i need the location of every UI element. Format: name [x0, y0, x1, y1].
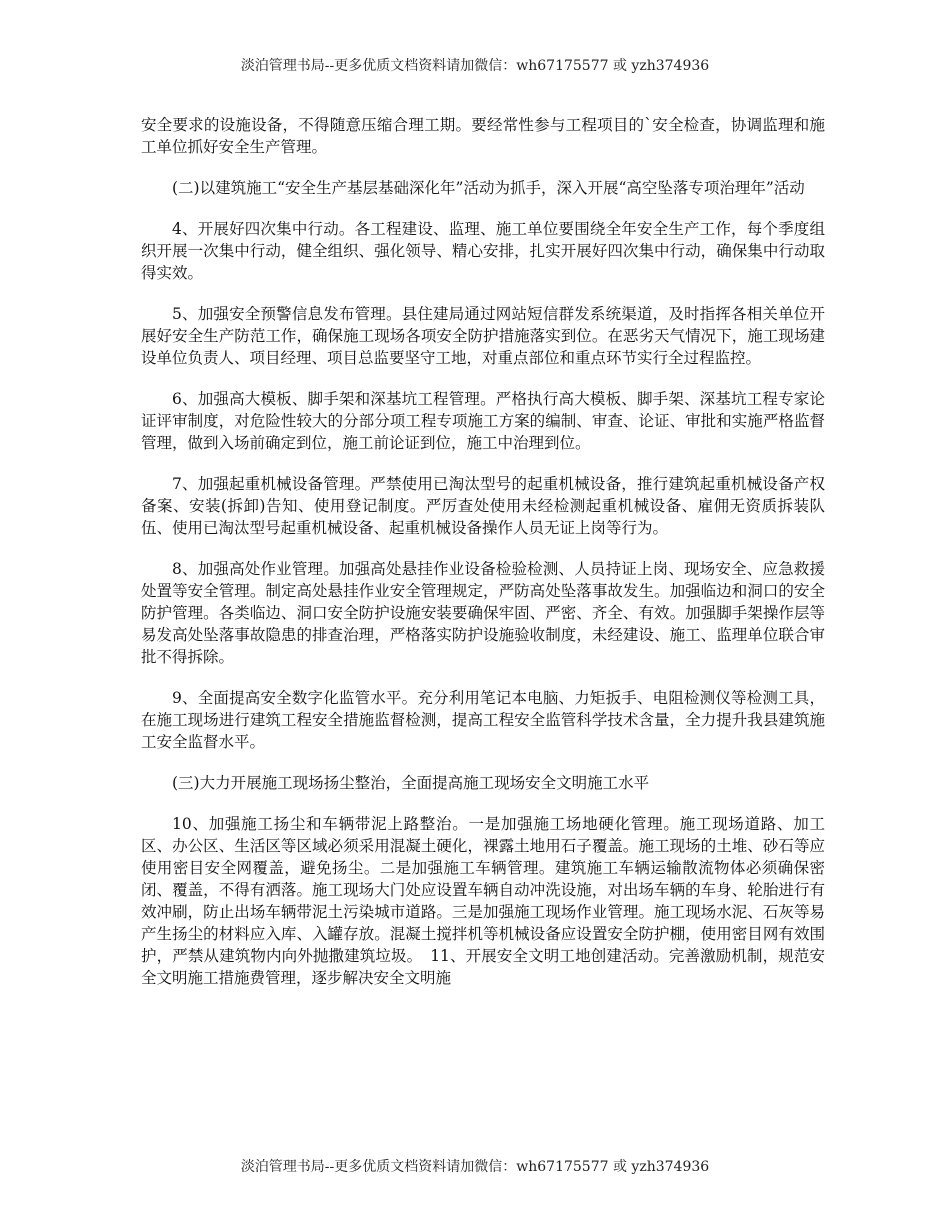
paragraph-item-8: 8、加强高处作业管理。加强高处悬挂作业设备检验检测、人员持证上岗、现场安全、应急救援处置等安全管理。制定高处悬挂作业安全管理规定，严防高处坠落事故发生。加强临边和洞口的安全防护管理。各类临边、洞口安全防护设施安装要确保牢固、严密、齐全、有效。加强脚手架操作层等易发高处坠落事故隐患的排查治理，严格落实防护设施验收制度，未经建设、施工、监理单位联合审批不得拆除。 [141, 560, 825, 666]
paragraph-item-5: 5、加强安全预警信息发布管理。县住建局通过网站短信群发系统渠道，及时指挥各相关单位开展好安全生产防范工作，确保施工现场各项安全防护措施落实到位。在恶劣天气情况下，施工现场建设单位负责人、项目经理、项目总监要坚守工地，对重点部位和重点环节实行全过程监控。 [141, 305, 825, 367]
paragraph-item-9: 9、全面提高安全数字化监管水平。充分利用笔记本电脑、力矩扳手、电阻检测仪等检测工具，在施工现场进行建筑工程安全措施监督检测，提高工程安全监管科学技术含量，全力提升我县建筑施工安全监督水平。 [141, 689, 825, 751]
paragraph-item-7: 7、加强起重机械设备管理。严禁使用已淘汰型号的起重机械设备，推行建筑起重机械设备产权备案、安装(拆卸)告知、使用登记制度。严厉查处使用未经检测起重机械设备、雇佣无资质拆装队伍、使用已淘汰型号起重机械设备、起重机械设备操作人员无证上岗等行为。 [141, 475, 825, 537]
paragraph-item-6: 6、加强高大模板、脚手架和深基坑工程管理。严格执行高大模板、脚手架、深基坑工程专家论证评审制度，对危险性较大的分部分项工程专项施工方案的编制、审查、论证、审批和实施严格监督管理，做到入场前确定到位，施工前论证到位，施工中治理到位。 [141, 390, 825, 452]
paragraph-item-10: 10、加强施工扬尘和车辆带泥上路整治。一是加强施工场地硬化管理。施工现场道路、加工区、办公区、生活区等区域必须采用混凝土硬化，裸露土地用石子覆盖。施工现场的土堆、砂石等应使用密目安全网覆盖，避免扬尘。二是加强施工车辆管理。建筑施工车辆运输散流物体必须确保密闭、覆盖，不得有洒落。施工现场大门处应设置车辆自动冲洗设施，对出场车辆的车身、轮胎进行有效冲刷，防止出场车辆带泥土污染城市道路。三是加强施工现场作业管理。施工现场水泥、石灰等易产生扬尘的材料应入库、入罐存放。混凝土搅拌机等机械设备应设置安全防护棚，使用密目网有效围护，严禁从建筑物内向外抛撒建筑垃圾。 11、开展安全文明工地创建活动。完善激励机制，规范安全文明施工措施费管理，逐步解决安全文明施 [141, 815, 825, 987]
section-heading-3: (三)大力开展施工现场扬尘整治，全面提高施工现场安全文明施工水平 [172, 774, 650, 792]
page-footer: 淡泊管理书局--更多优质文档资料请加微信：wh67175577 或 yzh374936 [240, 1159, 710, 1175]
paragraph-continuation: 安全要求的设施设备，不得随意压缩合理工期。要经常性参与工程项目的`安全检查，协调监理和施工单位抓好安全生产管理。 [141, 116, 825, 156]
page-header: 淡泊管理书局--更多优质文档资料请加微信：wh67175577 或 yzh374936 [240, 58, 710, 74]
document-body [141, 114, 825, 1008]
section-heading-2: (二)以建筑施工“安全生产基层基础深化年”活动为抓手，深入开展“高空坠落专项治理年”活动 [172, 179, 805, 197]
paragraph-item-4: 4、开展好四次集中行动。各工程建设、监理、施工单位要围绕全年安全生产工作，每个季度组织开展一次集中行动，健全组织、强化领导、精心安排，扎实开展好四次集中行动，确保集中行动取得实效。 [141, 220, 825, 282]
